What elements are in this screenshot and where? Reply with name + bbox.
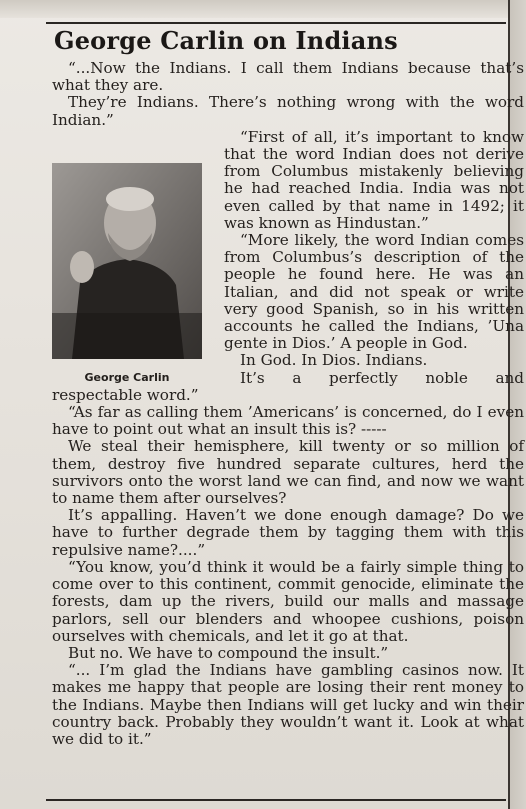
photo-caption: George Carlin	[84, 370, 170, 384]
paragraph-10: “You know, you’d think it would be a fairly simple thing to come over to this continent, commit genocide, eliminate the forests, dam up the rivers, build our malls and massage parlors, sell our blenders and whoopee cushions, poison ourselves with chemicals, and let it go at that.	[52, 557, 524, 645]
portrait-photo	[52, 163, 202, 359]
paragraph-1: “...Now the Indians. I call them Indians because that’s what they are.	[52, 59, 524, 95]
paragraph-5: In God. In Dios. Indians.	[240, 351, 428, 370]
bottom-rule	[46, 799, 506, 801]
article-headline: George Carlin on Indians	[54, 26, 398, 55]
top-rule	[46, 22, 506, 24]
paragraph-3: “First of all, it’s important to know that the word Indian does not derive from Columbus mistakenly believing he had reached India. India was not even called by that name in 1492; it was known as Hindustan.”	[224, 127, 524, 232]
article-body	[52, 60, 524, 748]
paragraph-2: They’re Indians. There’s nothing wrong with the word Indian.”	[52, 93, 524, 129]
paragraph-9: It’s appalling. Haven’t we done enough damage? Do we have to further degrade them by tagging them with this repulsive name?....”	[52, 506, 524, 559]
paragraph-7: “As far as calling them ’Americans’ is concerned, do I even have to point out what an insult this is? -----	[52, 403, 524, 439]
photo-figure	[52, 163, 214, 387]
torn-top-edge	[0, 0, 526, 18]
paragraph-11: But no. We have to compound the insult.”	[68, 643, 389, 662]
paragraph-4: “More likely, the word Indian comes from Columbus’s description of the people he found here. He was an Italian, and did not speak or write very good Spanish, so in his written accounts he called the Indians, ’Una gente in Dios.’ A people in God.	[224, 231, 524, 353]
paragraph-12: “... I’m glad the Indians have gambling casinos now. It makes me happy that people are losing their rent money to the Indians. Maybe then Indians will get lucky and win their country back. Probably they wouldn’t want it. Look at what we did to it.”	[52, 661, 524, 748]
paragraph-8: We steal their hemisphere, kill twenty or so million of them, destroy five hundred separate cultures, herd the survivors onto the worst land we can find, and now we want to name them after ourselves?	[52, 437, 524, 508]
paragraph-6: It’s a perfectly noble and respectable word.”	[52, 368, 524, 404]
portrait-photo-icon	[52, 163, 202, 359]
